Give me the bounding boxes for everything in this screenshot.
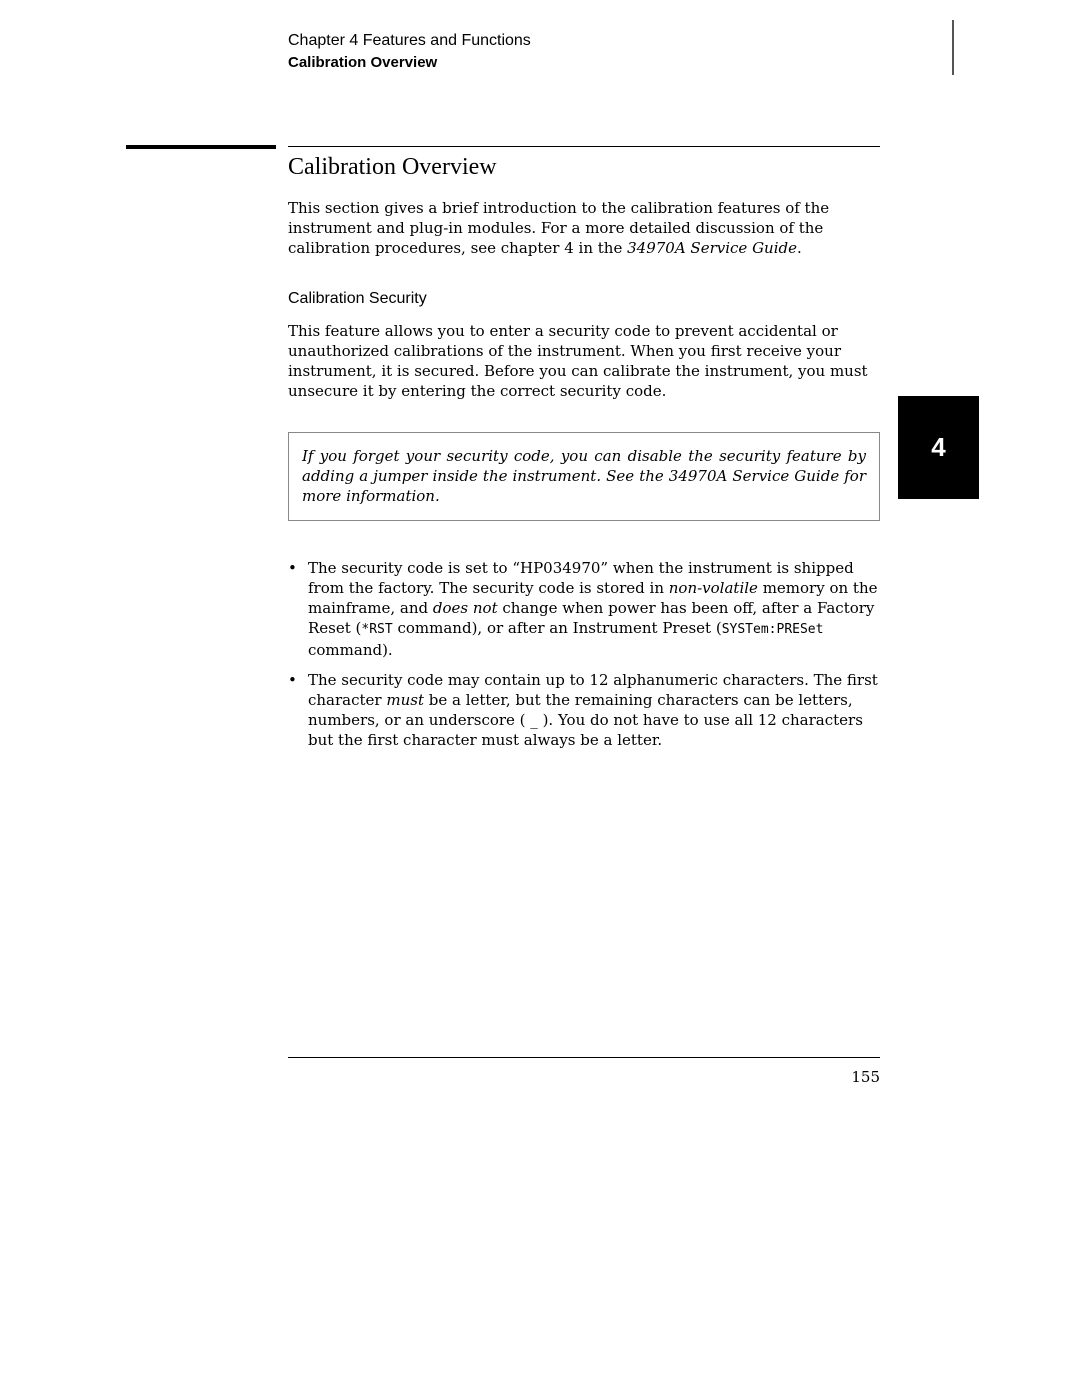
note-box (288, 432, 880, 521)
security-paragraph: This feature allows you to enter a security code to prevent accidental or unauthorized calibrations of the instrument. When you first receive your instrument, it is secured. Before you can calibrate the instrument, you must unsecure it by entering the correct security code. (288, 322, 868, 400)
bullet-list (288, 558, 884, 760)
list-item (288, 558, 884, 660)
page-number: 155 (851, 1068, 880, 1086)
section-rule-thick (126, 145, 276, 149)
rst-command: *RST (361, 622, 393, 637)
calibration-security-heading: Calibration Security (288, 290, 427, 307)
bullet1-text-2: memory on the mainframe, and (308, 579, 878, 617)
intro-paragraph (288, 198, 880, 258)
preset-command: SYSTem:PRESet (721, 622, 824, 637)
list-item (288, 670, 884, 750)
service-guide-title: 34970A Service Guide (627, 239, 797, 257)
bullet1-em-nonvolatile: non-volatile (668, 579, 758, 597)
bullet1-text: The security code is set to “HP034970” when the instrument is shipped from the factory. The security code is stored in (308, 559, 854, 597)
bullet-icon: • (288, 671, 297, 689)
intro-text: This section gives a brief introduction to the calibration features of the instrument and plug-in modules. For a more detailed discussion of the calibration procedures, see chapter 4 in the (288, 199, 830, 257)
bullet2-em-must: must (386, 691, 424, 709)
footer-rule (288, 1057, 880, 1058)
bullet2-text: The security code may contain up to 12 alphanumeric characters. The first character (308, 671, 878, 709)
intro-end: . (797, 239, 802, 257)
header-divider (952, 20, 954, 75)
running-header-section: Calibration Overview (288, 54, 438, 71)
section-rule-thin (288, 146, 880, 147)
page-title: Calibration Overview (288, 154, 497, 180)
note-text: If you forget your security code, you can disable the security feature by adding a jumper inside the instrument. See the 34970A Service Guide for more information. (302, 447, 866, 505)
bullet1-text-4: command), or after an Instrument Preset ( (392, 619, 722, 637)
chapter-tab: 4 (898, 396, 979, 499)
bullet-icon: • (288, 559, 297, 577)
bullet1-em-doesnot: does not (432, 599, 498, 617)
running-header-chapter: Chapter 4 Features and Functions (288, 32, 531, 49)
bullet2-text-2: be a letter, but the remaining characters can be letters, numbers, or an underscore ( _ ). You do not have to use all 12 characters but the first character must always be a letter. (308, 691, 863, 749)
bullet1-text-3: change when power has been off, after a Factory Reset ( (308, 599, 875, 637)
bullet1-text-5: command). (308, 641, 393, 659)
